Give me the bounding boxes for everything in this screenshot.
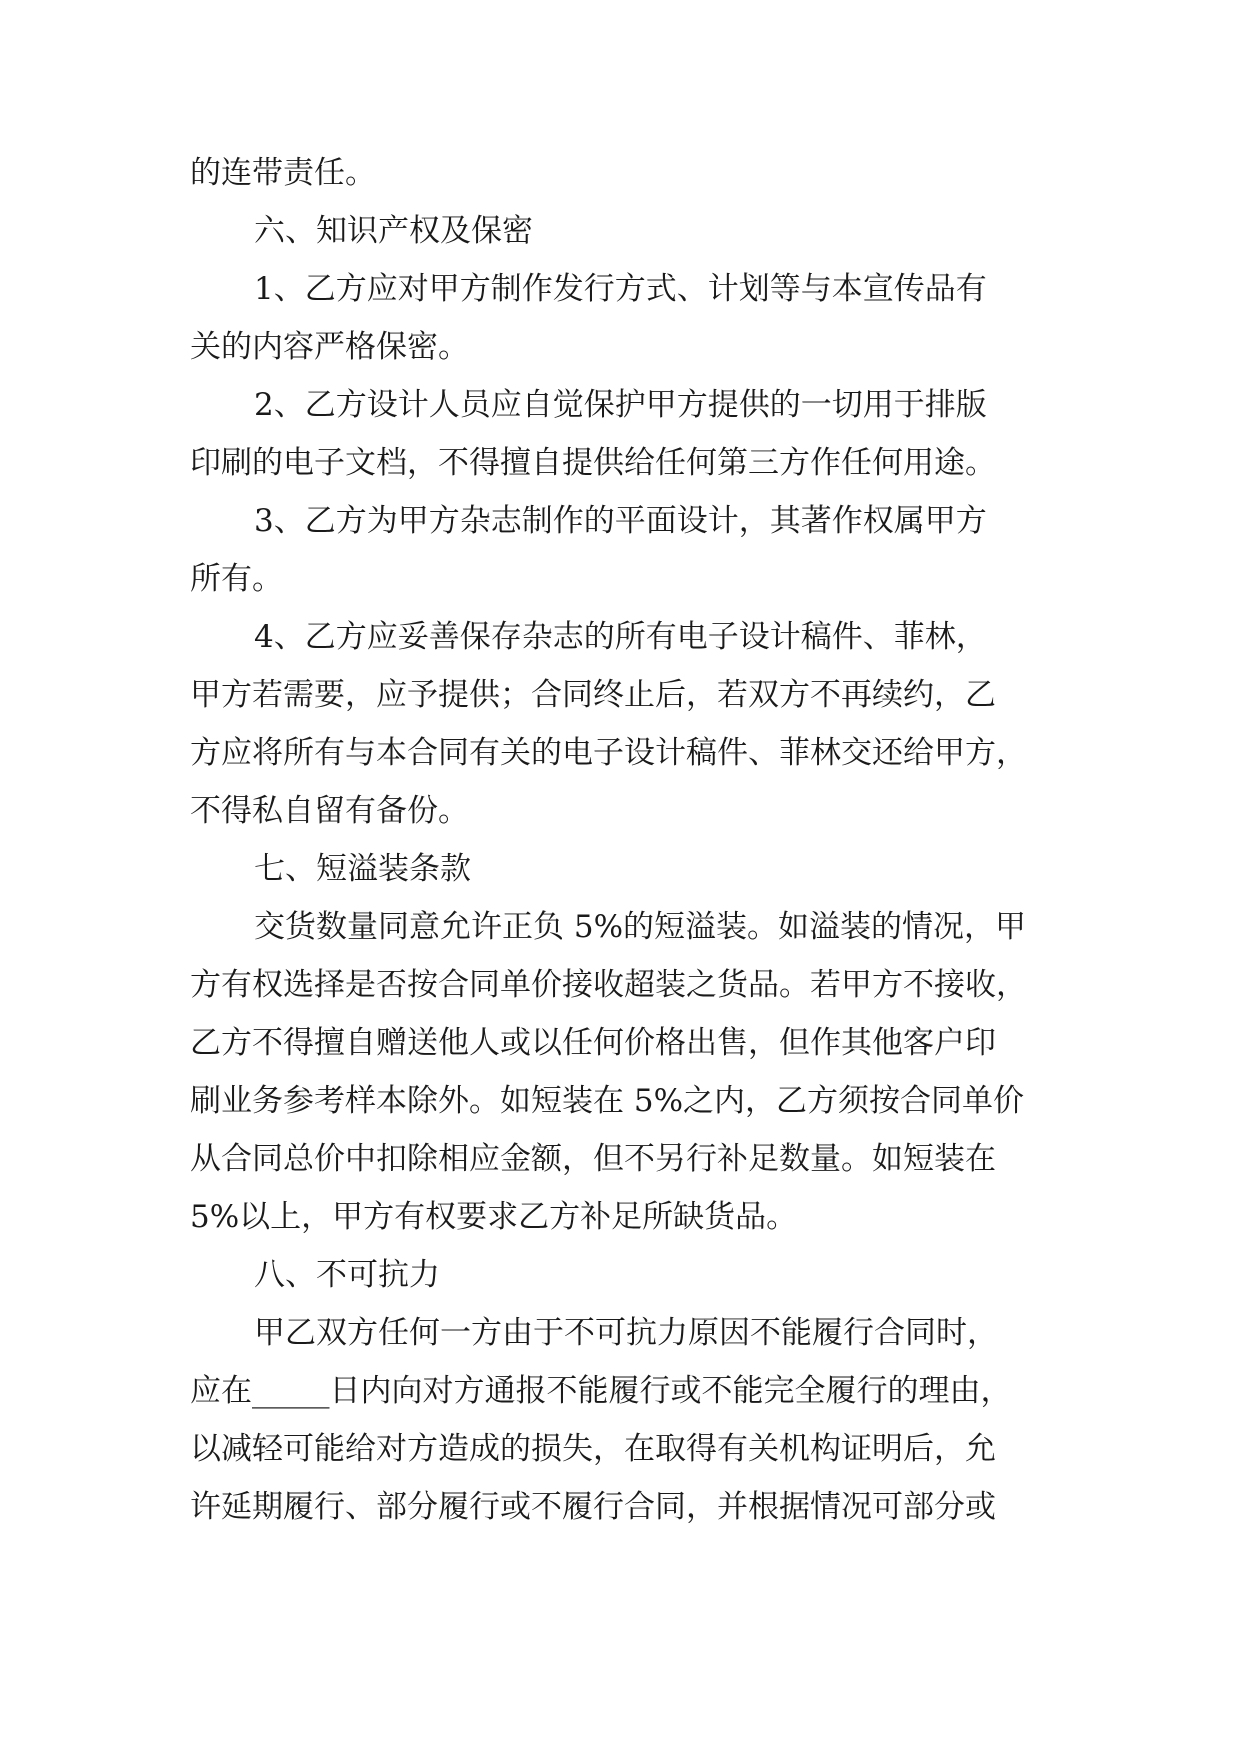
text-line: 2、乙方设计人员应自觉保护甲方提供的一切用于排版 — [254, 387, 987, 423]
section-heading: 八、不可抗力 — [254, 1257, 440, 1293]
text-line: 从合同总价中扣除相应金额，但不另行补足数量。如短装在 — [190, 1141, 996, 1177]
text-line: 方应将所有与本合同有关的电子设计稿件、菲林交还给甲方， — [190, 735, 1027, 771]
text-line: 交货数量同意允许正负 5%的短溢装。如溢装的情况，甲 — [254, 909, 1027, 945]
section-heading: 七、短溢装条款 — [254, 851, 471, 887]
text-line: 不得私自留有备份。 — [190, 793, 469, 829]
text-line: 4、乙方应妥善保存杂志的所有电子设计稿件、菲林， — [254, 619, 987, 655]
text-line: 应在_____日内向对方通报不能履行或不能完全履行的理由， — [190, 1373, 1012, 1409]
text-line: 刷业务参考样本除外。如短装在 5%之内，乙方须按合同单价 — [190, 1083, 1025, 1119]
text-line: 的连带责任。 — [190, 155, 376, 191]
text-line: 3、乙方为甲方杂志制作的平面设计，其著作权属甲方 — [254, 503, 987, 539]
text-line: 所有。 — [190, 561, 283, 597]
text-line: 印刷的电子文档，不得擅自提供给任何第三方作任何用途。 — [190, 445, 996, 481]
text-line: 方有权选择是否按合同单价接收超装之货品。若甲方不接收， — [190, 967, 1027, 1003]
text-line: 关的内容严格保密。 — [190, 329, 469, 365]
section-heading: 六、知识产权及保密 — [254, 213, 533, 249]
text-line: 许延期履行、部分履行或不履行合同，并根据情况可部分或 — [190, 1489, 996, 1525]
text-line: 5%以上，甲方有权要求乙方补足所缺货品。 — [190, 1199, 798, 1235]
text-line: 乙方不得擅自赠送他人或以任何价格出售，但作其他客户印 — [190, 1025, 996, 1061]
text-line: 以减轻可能给对方造成的损失，在取得有关机构证明后，允 — [190, 1431, 996, 1467]
text-line: 甲乙双方任何一方由于不可抗力原因不能履行合同时， — [254, 1315, 998, 1351]
text-line: 甲方若需要，应予提供；合同终止后，若双方不再续约，乙 — [190, 677, 996, 713]
text-line: 1、乙方应对甲方制作发行方式、计划等与本宣传品有 — [254, 271, 987, 307]
